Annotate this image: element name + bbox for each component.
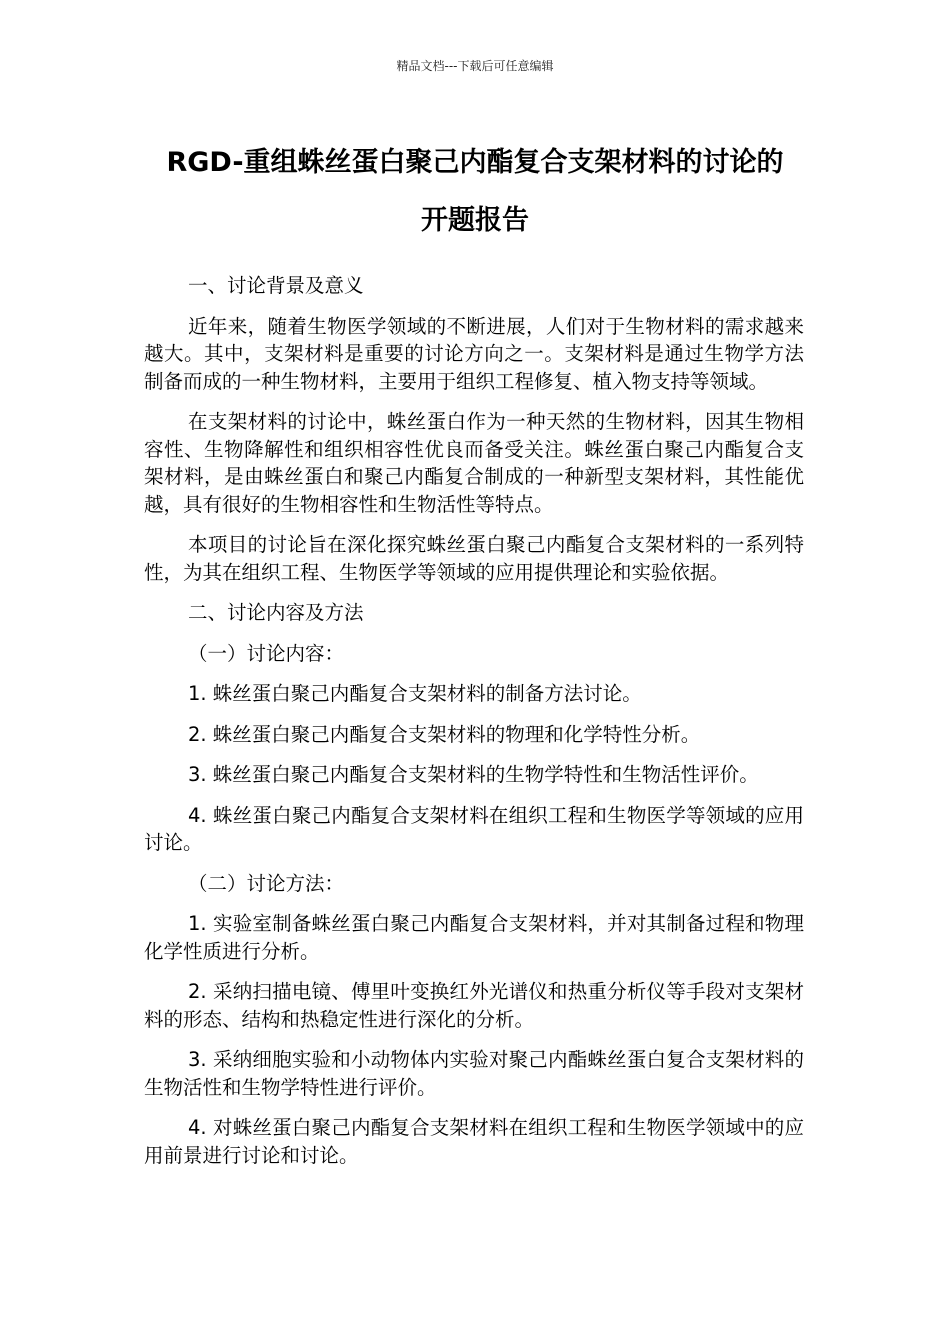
list-item: 3. 采纳细胞实验和小动物体内实验对聚己内酯蛛丝蛋白复合支架材料的生物活性和生物学特性进行评价。 [144, 1048, 804, 1099]
list-item: 1. 实验室制备蛛丝蛋白聚己内酯复合支架材料，并对其制备过程和物理化学性质进行分析。 [144, 912, 804, 963]
list-item: 2. 采纳扫描电镜、傅里叶变换红外光谱仪和热重分析仪等手段对支架材料的形态、结构和热稳定性进行深化的分析。 [144, 980, 804, 1031]
title-line-2: 开题报告 [421, 205, 529, 236]
list-item: 2. 蛛丝蛋白聚己内酯复合支架材料的物理和化学特性分析。 [188, 722, 701, 746]
document-body [144, 272, 804, 1182]
list-item: 4. 蛛丝蛋白聚己内酯复合支架材料在组织工程和生物医学等领域的应用讨论。 [144, 803, 804, 854]
document-title [140, 134, 810, 250]
list-item: 1. 蛛丝蛋白聚己内酯复合支架材料的制备方法讨论。 [188, 682, 642, 705]
list-item: 4. 对蛛丝蛋白聚己内酯复合支架材料在组织工程和生物医学领域中的应用前景进行讨论和讨论。 [144, 1116, 804, 1167]
section-heading-content-method: 二、讨论内容及方法 [188, 601, 364, 624]
subsection-heading-content: （一）讨论内容： [188, 641, 345, 665]
section-heading-background: 一、讨论背景及意义 [188, 274, 364, 297]
paragraph: 近年来，随着生物医学领域的不断进展，人们对于生物材料的需求越来越大。其中，支架材料是重要的讨论方向之一。支架材料是通过生物学方法制备而成的一种生物材料，主要用于组织工程修复、植入物支持等领域。 [144, 314, 804, 393]
paragraph: 在支架材料的讨论中，蛛丝蛋白作为一种天然的生物材料，因其生物相容性、生物降解性和组织相容性优良而备受关注。蛛丝蛋白聚己内酯复合支架材料，是由蛛丝蛋白和聚己内酯复合制成的一种新型支架材料，其性能优越，具有很好的生物相容性和生物活性等特点。 [144, 410, 804, 516]
subsection-heading-method: （二）讨论方法： [188, 871, 345, 895]
paragraph: 本项目的讨论旨在深化探究蛛丝蛋白聚己内酯复合支架材料的一系列特性，为其在组织工程、生物医学等领域的应用提供理论和实验依据。 [144, 533, 804, 584]
title-line-1: RGD-重组蛛丝蛋白聚己内酯复合支架材料的讨论的 [166, 147, 784, 178]
list-item: 3. 蛛丝蛋白聚己内酯复合支架材料的生物学特性和生物活性评价。 [188, 763, 759, 786]
header-note: 精品文档---下载后可任意编辑 [396, 59, 554, 73]
